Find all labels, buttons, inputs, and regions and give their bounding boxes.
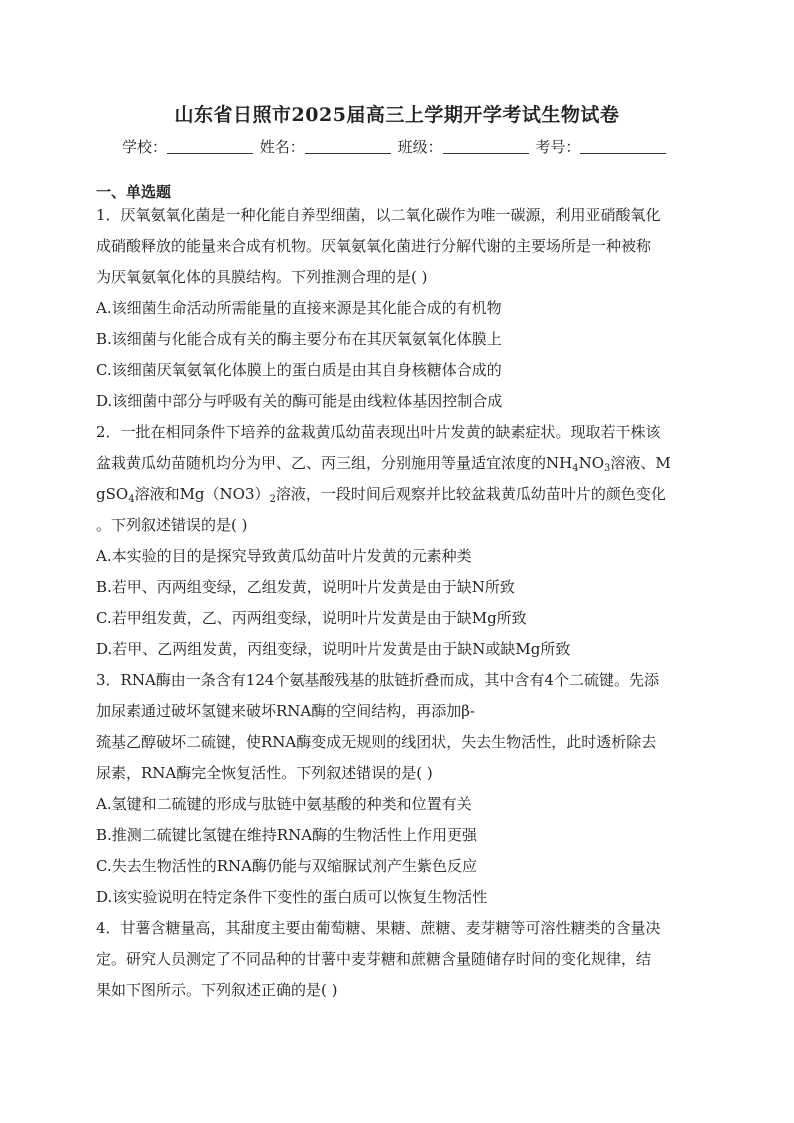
q1-stem-line-1: 1．厌氧氨氧化菌是一种化能自养型细菌，以二氧化碳作为唯一碳源，利用亚硝酸氧化 xyxy=(96,206,661,224)
number-label: 考号： xyxy=(535,138,581,156)
q1-stem-line-3: 为厌氧氨氧化体的具膜结构。下列推测合理的是( ) xyxy=(96,268,428,286)
q2-stem-line-1: 2．一批在相同条件下培养的盆栽黄瓜幼苗表现出叶片发黄的缺素症状。现取若干株该 xyxy=(96,423,661,441)
name-label: 姓名： xyxy=(259,138,305,156)
q2-stem-line-3: gSO$_4$溶液和$Mg(NO3)_2$溶液，一段时间后观察并比较盆栽黄瓜幼苗叶片的颜色变化 xyxy=(96,485,666,505)
q1-option-a: A.该细菌生命活动所需能量的直接来源是其化能合成的有机物 xyxy=(96,299,502,317)
q2-option-b: B.若甲、丙两组变绿，乙组发黄，说明叶片发黄是由于缺N所致 xyxy=(96,578,515,596)
q3-stem-line-4: 尿素，RNA酶完全恢复活性。下列叙述错误的是( ) xyxy=(96,764,433,782)
q3-stem-line-3: 巯基乙醇破坏二硫键，使RNA酶变成无规则的线团状，失去生物活性，此时透析除去 xyxy=(96,733,657,751)
q3-option-a: A.氢键和二硫键的形成与肽链中氨基酸的种类和位置有关 xyxy=(96,795,472,813)
q1-option-c: C.该细菌厌氧氨氧化体膜上的蛋白质是由其自身核糖体合成的 xyxy=(96,361,502,379)
student-info-row xyxy=(122,136,668,157)
class-blank[interactable] xyxy=(443,139,529,154)
section-heading: 一、单选题 xyxy=(96,183,172,201)
q3-stem-line-2: 加尿素通过破坏氢键来破坏RNA酶的空间结构，再添加β- xyxy=(96,702,475,720)
q2-stem-line-2: 盆栽黄瓜幼苗随机均分为甲、乙、丙三组，分别施用等量适宜浓度的$NH_4NO_3$溶液、M xyxy=(96,454,671,474)
q2-stem-line-4: 。下列叙述错误的是( ) xyxy=(96,516,248,534)
q1-option-b: B.该细菌与化能合成有关的酶主要分布在其厌氧氨氧化体膜上 xyxy=(96,330,502,348)
school-blank[interactable] xyxy=(167,139,253,154)
q1-option-d: D.该细菌中部分与呼吸有关的酶可能是由线粒体基因控制合成 xyxy=(96,392,503,410)
q2-option-d: D.若甲、乙两组发黄，丙组变绿，说明叶片发黄是由于缺N或缺Mg所致 xyxy=(96,640,571,658)
q1-stem-line-2: 成硝酸释放的能量来合成有机物。厌氧氨氧化菌进行分解代谢的主要场所是一种被称 xyxy=(96,237,652,255)
q4-stem-line-3: 果如下图所示。下列叙述正确的是( ) xyxy=(96,981,338,999)
q3-option-c: C.失去生物活性的RNA酶仍能与双缩脲试剂产生紫色反应 xyxy=(96,857,477,875)
school-label: 学校： xyxy=(122,138,168,156)
q4-stem-line-1: 4．甘薯含糖量高，其甜度主要由葡萄糖、果糖、蔗糖、麦芽糖等可溶性糖类的含量决 xyxy=(96,919,661,937)
name-blank[interactable] xyxy=(305,139,391,154)
q2-option-c: C.若甲组发黄，乙、丙两组变绿，说明叶片发黄是由于缺Mg所致 xyxy=(96,609,527,627)
q3-option-b: B.推测二硫键比氢键在维持RNA酶的生物活性上作用更强 xyxy=(96,826,478,844)
q3-option-d: D.该实验说明在特定条件下变性的蛋白质可以恢复生物活性 xyxy=(96,888,488,906)
exam-title: 山东省日照市2025届高三上学期开学考试生物试卷 xyxy=(174,104,620,126)
q2-option-a: A.本实验的目的是探究导致黄瓜幼苗叶片发黄的元素种类 xyxy=(96,547,472,565)
class-label: 班级： xyxy=(397,138,443,156)
q3-stem-line-1: 3．RNA酶由一条含有124个氨基酸残基的肽链折叠而成，其中含有4个二硫键。先添 xyxy=(96,671,659,689)
number-blank[interactable] xyxy=(580,139,666,154)
q4-stem-line-2: 定。研究人员测定了不同品种的甘薯中麦芽糖和蔗糖含量随储存时间的变化规律，结 xyxy=(96,950,652,968)
